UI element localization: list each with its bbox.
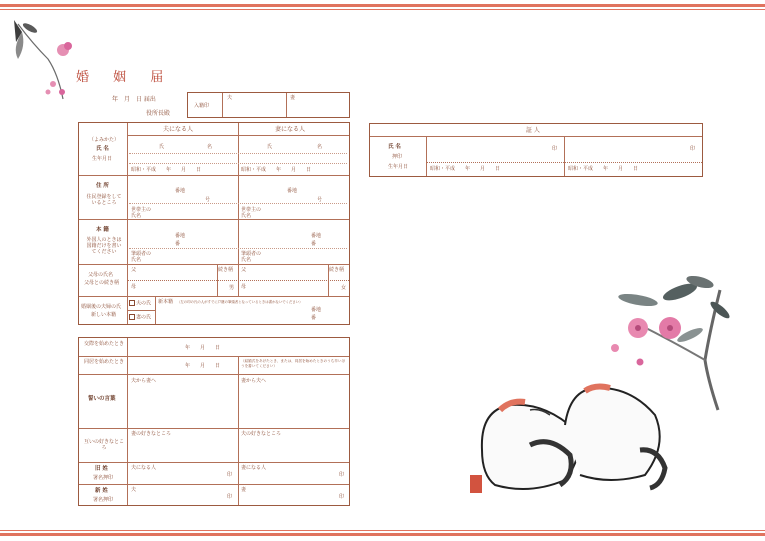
old-surname-right-seal: 印 bbox=[339, 472, 345, 478]
h-given: 名 bbox=[207, 144, 213, 150]
new-surname-sub: 署名押印 bbox=[93, 497, 114, 503]
address-sub: 住民登録をしているところ bbox=[86, 194, 122, 206]
seal-wife-label: 妻 bbox=[290, 95, 296, 101]
new-surname-right-seal: 印 bbox=[339, 494, 345, 500]
h-male: 男 bbox=[229, 285, 235, 291]
w-dob[interactable]: 昭和・平成 年 月 日 bbox=[241, 167, 312, 173]
vows-right[interactable]: 妻から夫へ bbox=[241, 378, 267, 384]
w-rel: 続き柄 bbox=[329, 267, 345, 273]
col-wife: 妻になる人 bbox=[275, 126, 306, 133]
witness-dob-label: 生年月日 bbox=[388, 164, 409, 170]
witness-seal-label: 押印 bbox=[392, 154, 403, 160]
dob-label: 生年月日 bbox=[92, 156, 113, 162]
vows-left[interactable]: 夫から妻へ bbox=[131, 378, 157, 384]
w-surname: 氏 bbox=[267, 144, 273, 150]
opt-wife-label: 妻の氏 bbox=[136, 314, 152, 321]
witness2-dob[interactable]: 昭和・平成 年 月 日 bbox=[568, 166, 639, 172]
old-surname-left[interactable]: 夫になる人 bbox=[131, 465, 157, 471]
seal-label: 入籍印 bbox=[194, 103, 210, 109]
birds-illustration-icon bbox=[470, 270, 750, 510]
h-dob[interactable]: 昭和・平成 年 月 日 bbox=[131, 167, 202, 173]
old-surname-label: 旧 姓 bbox=[95, 466, 108, 472]
h-hon-banchi: 番地 bbox=[175, 233, 186, 239]
bottom-band bbox=[0, 533, 765, 536]
col-husband: 夫になる人 bbox=[163, 126, 194, 133]
w-hon-banchi: 番地 bbox=[311, 233, 322, 239]
likes-left[interactable]: 妻の好きなところ bbox=[131, 431, 172, 437]
vows-label: 誓いの言葉 bbox=[88, 396, 116, 402]
seal-box bbox=[187, 92, 350, 118]
newfam-label: 婚姻後の夫婦の氏 bbox=[81, 304, 122, 310]
w-head: 世帯主の氏名 bbox=[241, 207, 262, 219]
witness-name-label: 氏 名 bbox=[388, 144, 401, 150]
new-banchi: 番地 bbox=[311, 307, 322, 313]
office-line: 役所長殿 bbox=[146, 110, 171, 117]
new-honseki-note: （左の印の氏の人がすでに戸籍の筆頭者となっているときは書かないでください） bbox=[177, 300, 303, 304]
parents-sub: 父母との続き柄 bbox=[84, 280, 120, 286]
main-form bbox=[78, 122, 350, 325]
h-hon-ban: 番 bbox=[175, 241, 181, 247]
h-rel: 続き柄 bbox=[218, 267, 234, 273]
old-surname-right[interactable]: 妻になる人 bbox=[241, 465, 267, 471]
flower-branch-icon bbox=[8, 14, 78, 109]
h-hon-head: 筆頭者の氏名 bbox=[131, 251, 152, 263]
cohabit-value[interactable]: 年 月 日 bbox=[185, 363, 221, 369]
name-label: 氏 名 bbox=[96, 146, 109, 152]
old-surname-sub: 署名押印 bbox=[93, 475, 114, 481]
witness1-seal: 印 bbox=[552, 146, 558, 152]
w-go: 号 bbox=[317, 197, 323, 203]
filing-date: 年 月 日 届出 bbox=[112, 96, 156, 103]
witness-title: 証 人 bbox=[526, 127, 540, 134]
w-given: 名 bbox=[317, 144, 323, 150]
new-surname-left[interactable]: 夫 bbox=[131, 487, 137, 493]
address-label: 住 所 bbox=[96, 183, 109, 189]
dating-label: 交際を始めたとき bbox=[83, 341, 124, 347]
witness2-seal: 印 bbox=[690, 146, 696, 152]
likes-right[interactable]: 夫の好きなところ bbox=[241, 431, 282, 437]
form-title: 婚 姻 届 bbox=[76, 70, 174, 85]
witness-box bbox=[369, 123, 703, 177]
top-band-thin bbox=[0, 9, 765, 10]
likes-label: 互いの好きなところ bbox=[83, 439, 124, 451]
checkbox-husband[interactable] bbox=[129, 300, 135, 306]
parents-label: 父母の氏名 bbox=[88, 272, 114, 278]
h-banchi: 番地 bbox=[175, 188, 186, 194]
h-head: 世帯主の氏名 bbox=[131, 207, 152, 219]
new-surname-right[interactable]: 妻 bbox=[241, 487, 247, 493]
h-surname: 氏 bbox=[159, 144, 165, 150]
dating-value[interactable]: 年 月 日 bbox=[185, 345, 221, 351]
w-hon-ban: 番 bbox=[311, 241, 317, 247]
new-ban: 番 bbox=[311, 315, 317, 321]
top-band bbox=[0, 4, 765, 7]
witness1-dob[interactable]: 昭和・平成 年 月 日 bbox=[430, 166, 501, 172]
h-father: 父 bbox=[131, 267, 137, 273]
cohabit-note: （結婚式をあげたとき、または、同居を始めたときのうち早いほうを書いてください） bbox=[241, 359, 346, 368]
old-surname-left-seal: 印 bbox=[227, 472, 233, 478]
seal-husband-label: 夫 bbox=[227, 95, 233, 101]
w-female: 女 bbox=[341, 285, 347, 291]
opt-husband-surname[interactable] bbox=[129, 300, 151, 307]
new-surname-left-seal: 印 bbox=[227, 494, 233, 500]
opt-husband-label: 夫の氏 bbox=[136, 300, 152, 307]
h-go: 号 bbox=[205, 197, 211, 203]
cohabit-label: 同居を始めたとき bbox=[83, 359, 124, 365]
honseki-sub: 外国人のときは国籍だけを書いてください bbox=[86, 237, 122, 255]
w-mother: 母 bbox=[241, 284, 247, 290]
name-reading: （よみかた） bbox=[89, 137, 120, 143]
w-father: 父 bbox=[241, 267, 247, 273]
bottom-band-thin bbox=[0, 530, 765, 531]
new-honseki-label: 新本籍 bbox=[158, 299, 174, 305]
h-mother: 母 bbox=[131, 284, 137, 290]
newfam-sub: 新しい本籍 bbox=[91, 312, 117, 318]
lower-form bbox=[78, 337, 350, 506]
w-banchi: 番地 bbox=[287, 188, 298, 194]
checkbox-wife[interactable] bbox=[129, 314, 135, 320]
new-surname-label: 新 姓 bbox=[95, 488, 108, 494]
opt-wife-surname[interactable] bbox=[129, 314, 151, 321]
honseki-label: 本 籍 bbox=[96, 227, 109, 233]
w-hon-head: 筆頭者の氏名 bbox=[241, 251, 262, 263]
